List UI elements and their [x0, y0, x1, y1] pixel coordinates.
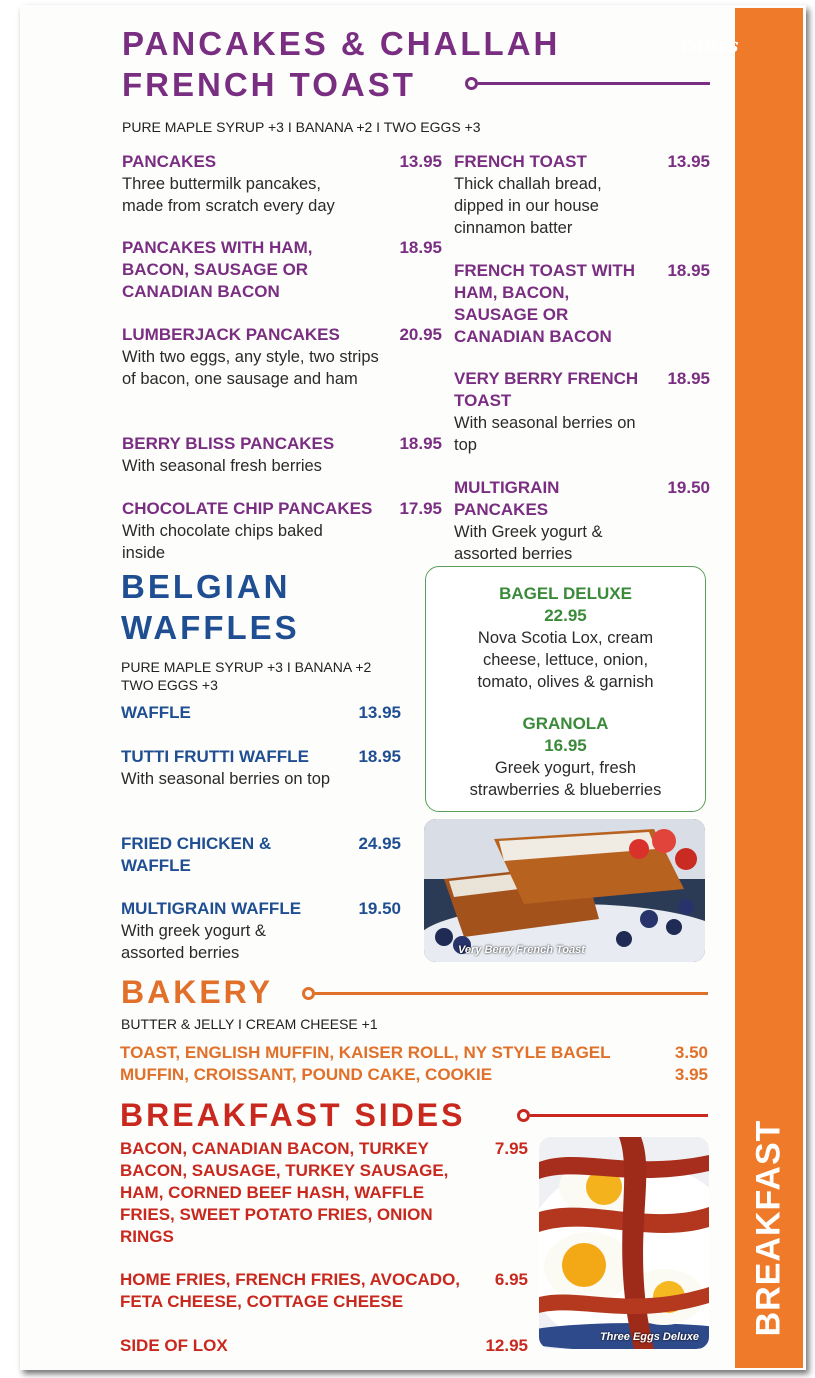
menu-item: [120, 1138, 528, 1269]
bakery-rule-dot: [302, 987, 315, 1000]
item-name: PANCAKES: [122, 152, 217, 171]
item-name: HOME FRIES, FRENCH FRIES, AVOCADO, FETA CHEESE, COTTAGE CHEESE: [120, 1270, 461, 1311]
item-desc: With seasonal berries on top: [454, 414, 636, 454]
specials-box: [425, 566, 706, 812]
item-name: FRIED CHICKEN & WAFFLE: [121, 834, 272, 875]
item-name: BACON, CANADIAN BACON, TURKEY BACON, SAUSAGE, TURKEY SAUSAGE, HAM, CORNED BEEF HASH, WAFFLE FRIES, SWEET POTATO FRIES, ONION RINGS: [120, 1139, 449, 1246]
item-name: SIDE OF LOX: [120, 1336, 228, 1355]
menu-item: [454, 260, 710, 368]
sides-rule: [530, 1114, 708, 1117]
item-name: FRENCH TOAST: [454, 152, 587, 171]
item-price: 18.95: [399, 434, 442, 453]
special-desc: Greek yogurt, fresh strawberries & blueberries: [469, 759, 662, 799]
title-rule: [478, 82, 710, 85]
bakery-addons: BUTTER & JELLY I CREAM CHEESE +1: [121, 1016, 378, 1032]
menu-item: [122, 324, 442, 433]
menu-item: [120, 1269, 528, 1335]
pancakes-left-column: [122, 151, 442, 564]
pancakes-title-line1: PANCAKES & CHALLAH: [122, 25, 561, 62]
item-price: 3.50: [674, 1043, 708, 1062]
sides-rule-dot: [517, 1109, 530, 1122]
special-price: 16.95: [544, 736, 587, 755]
eggs-caption: Three Eggs Deluxe: [599, 1331, 699, 1343]
special-price: 22.95: [544, 606, 587, 625]
item-price: 13.95: [399, 152, 442, 171]
menu-item: [122, 237, 442, 324]
item-name: CHOCOLATE CHIP PANCAKES: [122, 499, 373, 518]
menu-item: [454, 151, 710, 260]
item-name: FRENCH TOAST WITH HAM, BACON, SAUSAGE OR CANADIAN BACON: [454, 261, 636, 346]
menu-item: [121, 898, 401, 964]
menu-item: [454, 477, 710, 567]
item-desc: Three buttermilk pancakes, made from scratch every day: [122, 175, 335, 215]
item-desc: With chocolate chips baked inside: [122, 522, 323, 562]
pancakes-right-column: [454, 151, 710, 567]
item-name: BERRY BLISS PANCAKES: [122, 434, 335, 453]
bakery-rule: [315, 992, 708, 995]
item-price: 18.95: [358, 747, 401, 766]
menu-item: [121, 702, 401, 746]
item-desc: With seasonal berries on top: [121, 770, 331, 788]
item-price: 12.95: [485, 1336, 528, 1355]
special-name: GRANOLA: [522, 714, 609, 733]
title-rule-dot: [465, 77, 478, 90]
waffles-addons-line2: TWO EGGS +3: [121, 677, 218, 693]
menu-item: [121, 833, 401, 898]
item-price: 13.95: [667, 152, 710, 171]
item-name: VERY BERRY FRENCH TOAST: [454, 369, 639, 410]
item-desc: Thick challah bread, dipped in our house cinnamon batter: [454, 175, 602, 237]
french-toast-image: [424, 819, 705, 962]
item-price: 18.95: [667, 261, 710, 280]
item-price: 17.95: [399, 499, 442, 518]
menu-item: [120, 1042, 708, 1064]
item-name: WAFFLE: [121, 703, 191, 722]
sides-list: [120, 1138, 528, 1357]
item-price: 13.95: [358, 703, 401, 722]
waffles-title-line2: WAFFLES: [121, 609, 300, 646]
item-name: MULTIGRAIN WAFFLE: [121, 899, 302, 918]
sides-title: BREAKFAST SIDES: [120, 1097, 466, 1133]
menu-page: [20, 5, 806, 1370]
item-price: 24.95: [358, 834, 401, 853]
menu-item: [122, 498, 442, 564]
item-name: PANCAKES WITH HAM, BACON, SAUSAGE OR CANADIAN BACON: [122, 238, 313, 301]
item-desc: With seasonal fresh berries: [122, 457, 322, 475]
menu-item: [122, 151, 442, 237]
item-price: 19.50: [667, 478, 710, 497]
menu-item: [454, 368, 710, 477]
special-desc: Nova Scotia Lox, cream cheese, lettuce, onion, tomato, olives & garnish: [477, 629, 654, 691]
item-price: 6.95: [494, 1270, 528, 1289]
french-toast-photo: [424, 819, 705, 962]
menu-item: [122, 433, 442, 498]
item-price: 18.95: [399, 238, 442, 257]
french-toast-caption: Very Berry French Toast: [458, 944, 585, 956]
item-price: 7.95: [494, 1139, 528, 1158]
menu-item: [120, 1064, 708, 1086]
item-desc: With two eggs, any style, two strips of bacon, one sausage and ham: [122, 348, 379, 388]
menu-item: [121, 746, 401, 833]
eggs-photo: [539, 1137, 709, 1349]
bakery-title: BAKERY: [121, 974, 273, 1010]
item-name: LUMBERJACK PANCAKES: [122, 325, 340, 344]
item-price: 20.95: [399, 325, 442, 344]
pancakes-addons: PURE MAPLE SYRUP +3 I BANANA +2 I TWO EGGS +3: [122, 119, 481, 135]
item-name: MUFFIN, CROISSANT, POUND CAKE, COOKIE: [120, 1065, 493, 1084]
item-name: TOAST, ENGLISH MUFFIN, KAISER ROLL, NY STYLE BAGEL: [120, 1043, 611, 1062]
waffles-addons-line1: PURE MAPLE SYRUP +3 I BANANA +2: [121, 659, 372, 675]
eggs-image: [539, 1137, 709, 1349]
special-name: BAGEL DELUXE: [499, 584, 632, 603]
item-name: TUTTI FRUTTI WAFFLE: [121, 747, 309, 766]
item-price: 19.50: [358, 899, 401, 918]
item-price: 18.95: [667, 369, 710, 388]
special-item: [426, 567, 705, 693]
bakery-list: [120, 1042, 708, 1086]
waffles-column: [121, 702, 401, 964]
special-item: [426, 693, 705, 801]
sidebar-label: BREAKFAST: [749, 1119, 788, 1337]
watermark-text: rants: [680, 33, 739, 57]
item-desc: With greek yogurt & assorted berries: [121, 922, 266, 962]
pancakes-title-line2: FRENCH TOAST: [122, 66, 416, 103]
sidebar-strip: [735, 8, 803, 1368]
item-name: MULTIGRAIN PANCAKES: [454, 478, 560, 519]
menu-item: [120, 1335, 528, 1357]
item-desc: With Greek yogurt & assorted berries: [454, 523, 603, 563]
item-price: 3.95: [674, 1065, 708, 1084]
waffles-title-line1: BELGIAN: [121, 568, 291, 605]
